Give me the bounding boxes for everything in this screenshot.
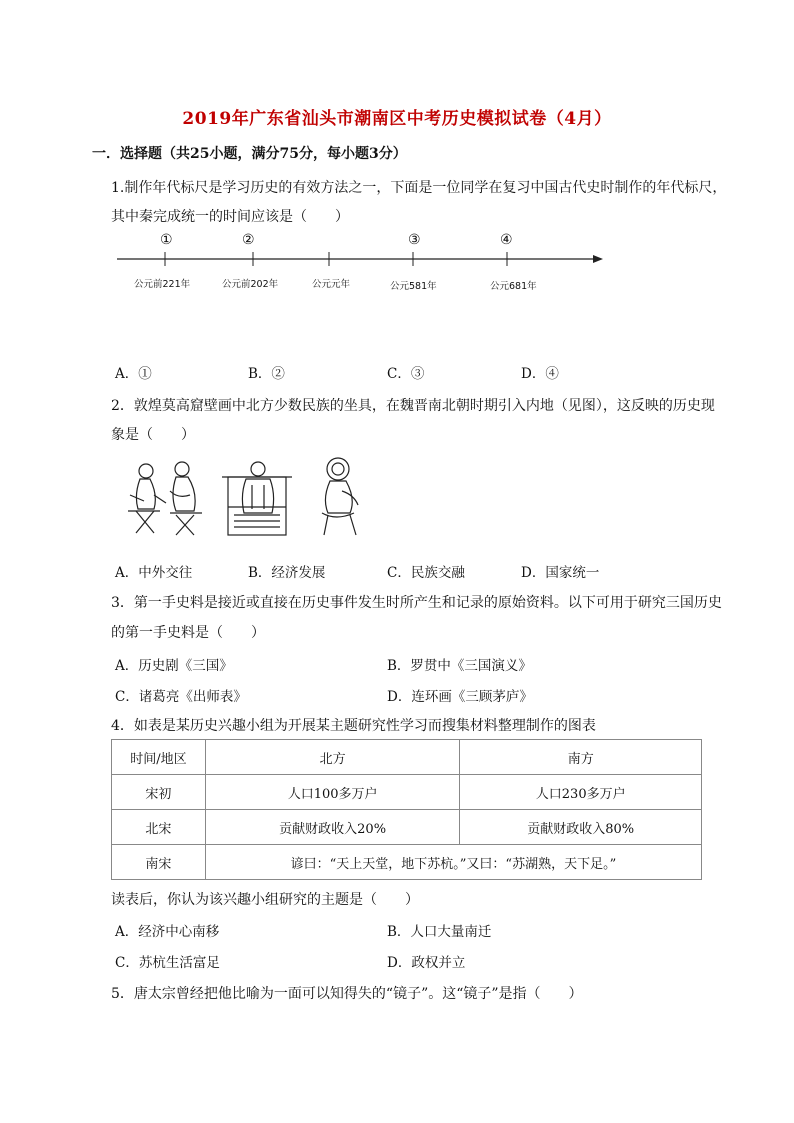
- table-row: [112, 845, 702, 880]
- q1-option-d[interactable]: D．④: [521, 366, 559, 382]
- q4-followup: 读表后，你认为该兴趣小组研究的主题是（ ）: [111, 892, 419, 908]
- q1-option-c[interactable]: C．③: [387, 366, 425, 382]
- q1-stem-line1: 1.制作年代标尺是学习历史的有效方法之一，下面是一位同学在复习中国古代史时制作的年代标尺，: [111, 180, 727, 196]
- timeline-mark-2: ②: [242, 232, 255, 248]
- timeline-mark-4: ④: [500, 232, 513, 248]
- seating-illustration: [110, 455, 380, 540]
- table-row: [112, 810, 702, 845]
- q3-stem-line1: 3．第一手史料是接近或直接在历史事件发生时所产生和记录的原始资料。以下可用于研究三国历史: [111, 595, 722, 611]
- table-header-cell: 时间/地区: [112, 740, 206, 775]
- q3-stem-line2: 的第一手史料是（ ）: [111, 625, 265, 641]
- q1-stem-line2: 其中秦完成统一的时间应该是（ ）: [111, 209, 349, 225]
- timeline-mark-3: ③: [408, 232, 421, 248]
- timeline-mark-1: ①: [160, 232, 173, 248]
- q5-stem-line1: 5．唐太宗曾经把他比喻为一面可以知得失的“镜子”。这“镜子”是指（ ）: [111, 986, 583, 1002]
- q4-option-b[interactable]: B．人口大量南迁: [387, 924, 492, 940]
- table-cell: 人口230多万户: [460, 775, 702, 810]
- chair-figure: [222, 462, 292, 535]
- timeline-label: 公元681年: [490, 281, 537, 292]
- q4-option-d[interactable]: D．政权并立: [387, 955, 466, 971]
- q4-data-table: [111, 739, 702, 880]
- q2-option-b[interactable]: B．经济发展: [248, 565, 326, 581]
- q3-option-b[interactable]: B．罗贯中《三国演义》: [387, 658, 532, 674]
- q4-option-c[interactable]: C．苏杭生活富足: [115, 955, 220, 971]
- section-heading: 一．选择题（共25小题，满分75分，每小题3分）: [92, 146, 407, 162]
- table-header-row: [112, 740, 702, 775]
- q2-stem-line2: 象是（ ）: [111, 427, 195, 443]
- timeline-arrow: [593, 255, 603, 263]
- timeline-label: 公元581年: [390, 281, 437, 292]
- timeline-label: 公元前221年: [134, 279, 191, 290]
- timeline-label: 公元元年: [312, 279, 351, 290]
- q2-option-c[interactable]: C．民族交融: [387, 565, 465, 581]
- table-cell-merged: 谚曰：“天上天堂，地下苏杭。”又曰：“苏湖熟，天下足。”: [205, 845, 701, 880]
- table-cell: 南宋: [112, 845, 206, 880]
- table-cell: 宋初: [112, 775, 206, 810]
- q3-option-a[interactable]: A．历史剧《三国》: [115, 658, 233, 674]
- table-cell: 北宋: [112, 810, 206, 845]
- q1-option-b[interactable]: B．②: [248, 366, 285, 382]
- q4-stem-line1: 4．如表是某历史兴趣小组为开展某主题研究性学习而搜集材料整理制作的图表: [111, 718, 596, 734]
- table-header-cell: 北方: [205, 740, 460, 775]
- q2-stem-line1: 2．敦煌莫高窟壁画中北方少数民族的坐具，在魏晋南北朝时期引入内地（见图），这反映的历史现: [111, 398, 715, 414]
- table-header-cell: 南方: [460, 740, 702, 775]
- q4-option-a[interactable]: A．经济中心南移: [115, 924, 220, 940]
- table-cell: 人口100多万户: [205, 775, 460, 810]
- q2-option-a[interactable]: A．中外交往: [115, 565, 193, 581]
- q2-option-d[interactable]: D．国家统一: [521, 565, 600, 581]
- folding-stool-figures: [128, 462, 202, 535]
- table-cell: 贡献财政收入80%: [460, 810, 702, 845]
- page-title: 2019年广东省汕头市潮南区中考历史模拟试卷（4月）: [182, 109, 612, 129]
- q3-option-d[interactable]: D．连环画《三顾茅庐》: [387, 689, 533, 705]
- halo-figure: [322, 458, 358, 535]
- table-cell: 贡献财政收入20%: [205, 810, 460, 845]
- q1-option-a[interactable]: A．①: [115, 366, 152, 382]
- timeline-label: 公元前202年: [222, 279, 279, 290]
- q3-option-c[interactable]: C．诸葛亮《出师表》: [115, 689, 247, 705]
- table-row: [112, 775, 702, 810]
